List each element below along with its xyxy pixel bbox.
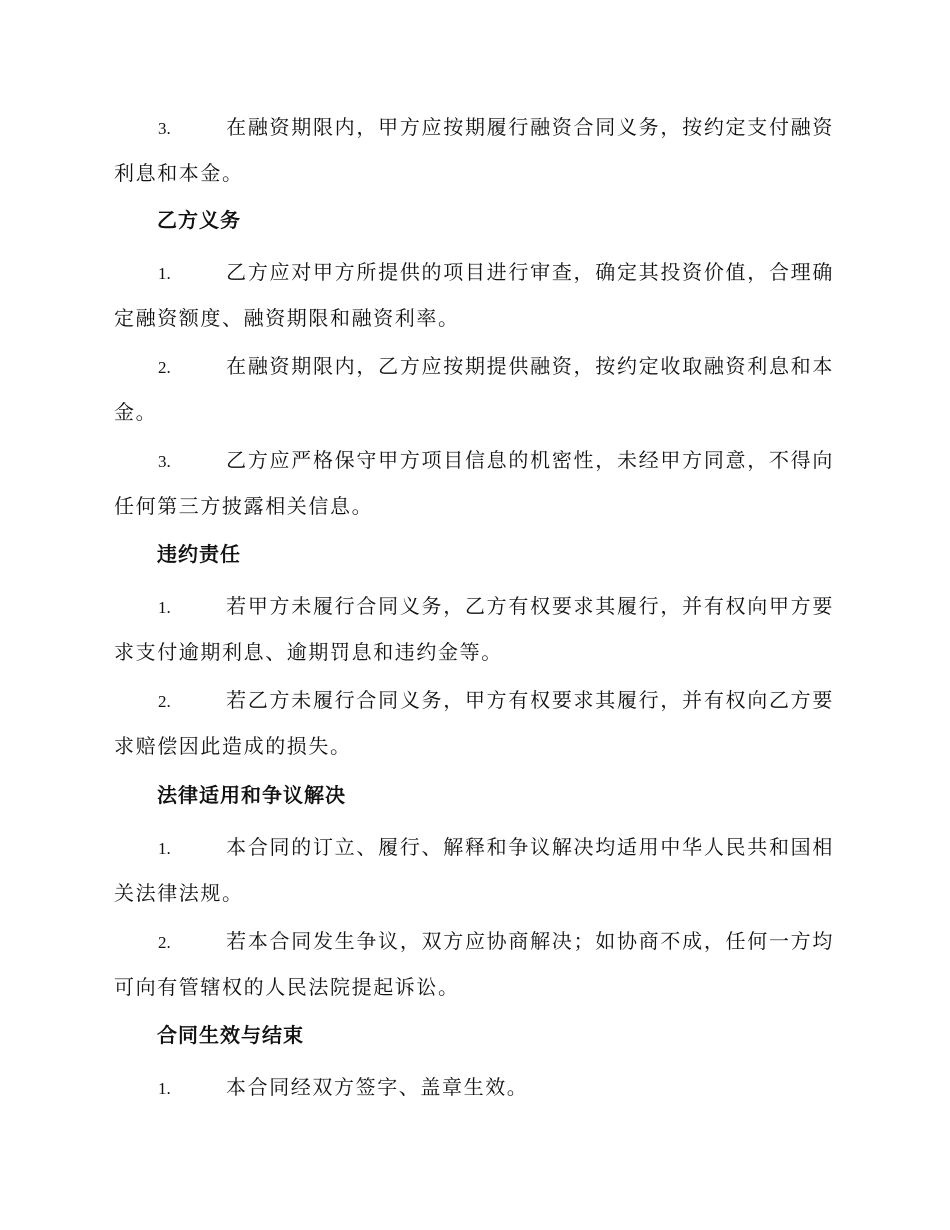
section-heading: 乙方义务 [157,208,241,232]
clause-number: 1. [158,598,171,617]
clause-text: 乙方应对甲方所提供的项目进行审查，确定其投资价值，合理确定融资额度、融资期限和融资利率。 [114,260,834,330]
clause-text: 在融资期限内，乙方应按期提供融资，按约定收取融资利息和本金。 [114,354,834,424]
clause-number: 1. [158,264,171,283]
clause-number: 2. [158,933,171,952]
clause-text: 在融资期限内，甲方应按期履行融资合同义务，按约定支付融资利息和本金。 [114,115,834,185]
clause-item [114,584,834,674]
clause-number: 1. [158,1079,171,1098]
clause-number: 3. [158,452,171,471]
clause-text: 本合同的订立、履行、解释和争议解决均适用中华人民共和国相关法律法规。 [114,835,834,905]
clause-item [114,919,834,1009]
clause-item [114,1065,834,1111]
clause-item [114,250,834,340]
clause-number: 2. [158,692,171,711]
section-heading: 违约责任 [157,542,241,566]
clause-item [114,825,834,915]
section-heading: 合同生效与结束 [157,1023,304,1047]
clause-number: 3. [158,119,171,138]
clause-text: 若乙方未履行合同义务，甲方有权要求其履行，并有权向乙方要求赔偿因此造成的损失。 [114,688,834,758]
clause-item [114,678,834,768]
clause-item [114,344,834,434]
clause-number: 2. [158,358,171,377]
clause-text: 若甲方未履行合同义务，乙方有权要求其履行，并有权向甲方要求支付逾期利息、逾期罚息和违约金等。 [114,594,834,664]
clause-text: 本合同经双方签字、盖章生效。 [226,1075,529,1099]
clause-item [114,438,834,528]
clause-text: 乙方应严格保守甲方项目信息的机密性，未经甲方同意，不得向任何第三方披露相关信息。 [114,448,834,518]
section-heading: 法律适用和争议解决 [157,783,346,807]
clause-text: 若本合同发生争议，双方应协商解决；如协商不成，任何一方均可向有管辖权的人民法院提起诉讼。 [114,929,834,999]
clause-item [114,105,834,195]
clause-number: 1. [158,839,171,858]
